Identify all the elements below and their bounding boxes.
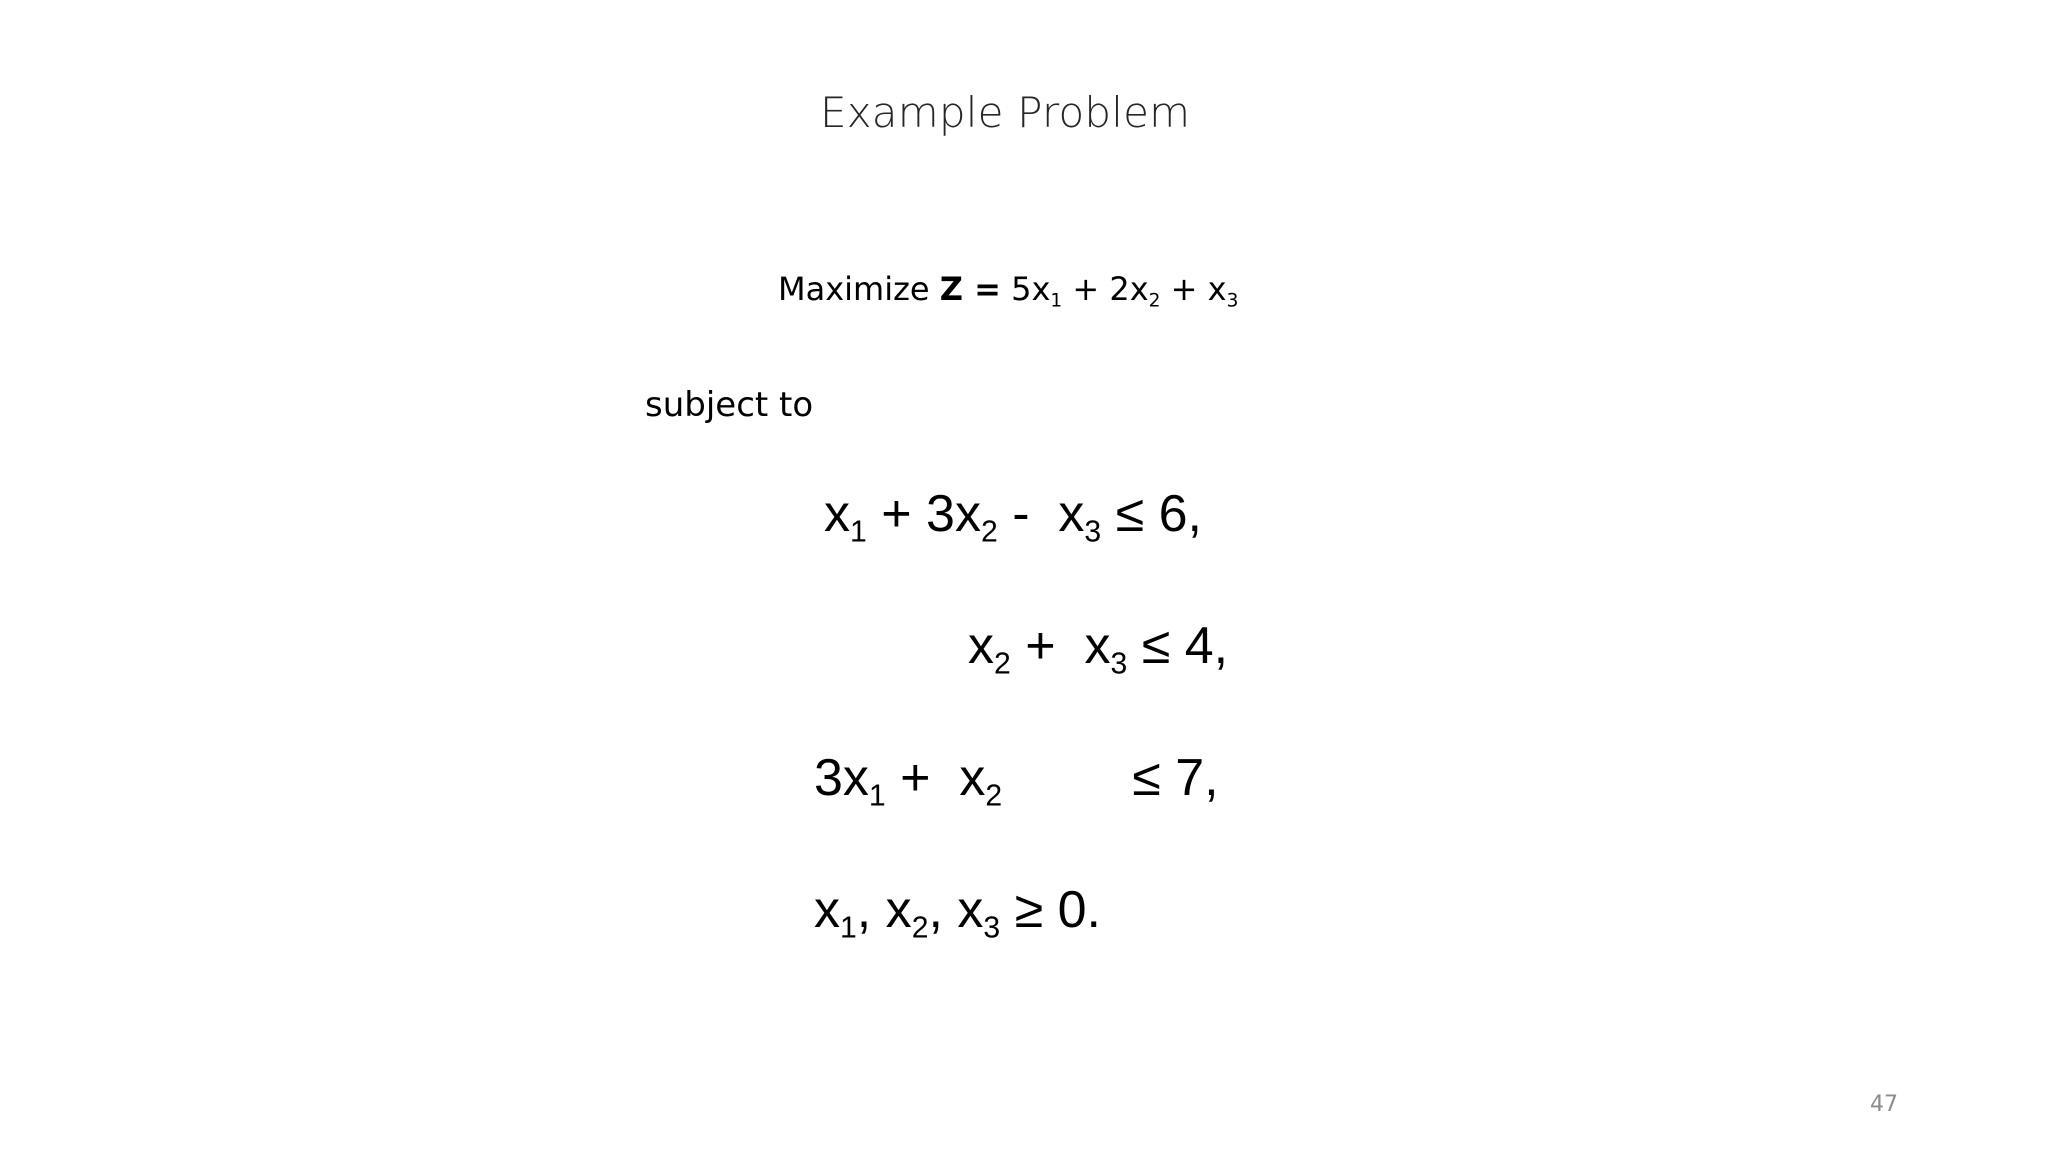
subscript: 3 <box>1084 515 1102 549</box>
term: - x <box>997 485 1085 543</box>
objective-term: 5x <box>1000 270 1051 308</box>
subscript: 2 <box>1148 290 1161 312</box>
term: , x <box>928 881 984 939</box>
term: + 3x <box>866 485 981 543</box>
constraint-2 <box>968 616 1229 681</box>
subscript: 2 <box>985 779 1003 813</box>
objective-term: + 2x <box>1062 270 1149 308</box>
objective-verb: Maximize <box>778 270 940 308</box>
term: ≥ 0. <box>1000 881 1101 939</box>
subject-to-label: subject to <box>645 385 814 425</box>
term: 3x <box>814 749 869 807</box>
term: x <box>968 617 994 675</box>
subscript: 2 <box>980 515 998 549</box>
term: x <box>824 485 850 543</box>
constraint-1 <box>824 484 1203 549</box>
subscript: 3 <box>983 911 1001 945</box>
term: + x <box>885 749 986 807</box>
subscript: 3 <box>1110 647 1128 681</box>
term: x <box>814 881 840 939</box>
page-number: 47 <box>1870 1092 1898 1117</box>
subscript: 1 <box>1050 290 1063 312</box>
subscript: 2 <box>994 647 1011 681</box>
term: , x <box>856 881 912 939</box>
subscript: 3 <box>1226 290 1239 312</box>
nonnegativity-constraint <box>814 880 1101 945</box>
term: + x <box>1010 617 1111 675</box>
subscript: 1 <box>868 779 886 813</box>
term: ≤ 6, <box>1101 485 1203 543</box>
constraint-3 <box>814 748 1219 813</box>
subscript: 1 <box>850 515 867 549</box>
subscript: 1 <box>840 911 857 945</box>
objective-variable: Z = <box>939 270 1001 308</box>
objective-term: + x <box>1160 270 1227 308</box>
objective-function <box>778 270 1239 312</box>
term: ≤ 4, <box>1127 617 1229 675</box>
term: ≤ 7, <box>1002 749 1219 807</box>
slide-title: Example Problem <box>820 88 1191 137</box>
subscript: 2 <box>911 911 929 945</box>
